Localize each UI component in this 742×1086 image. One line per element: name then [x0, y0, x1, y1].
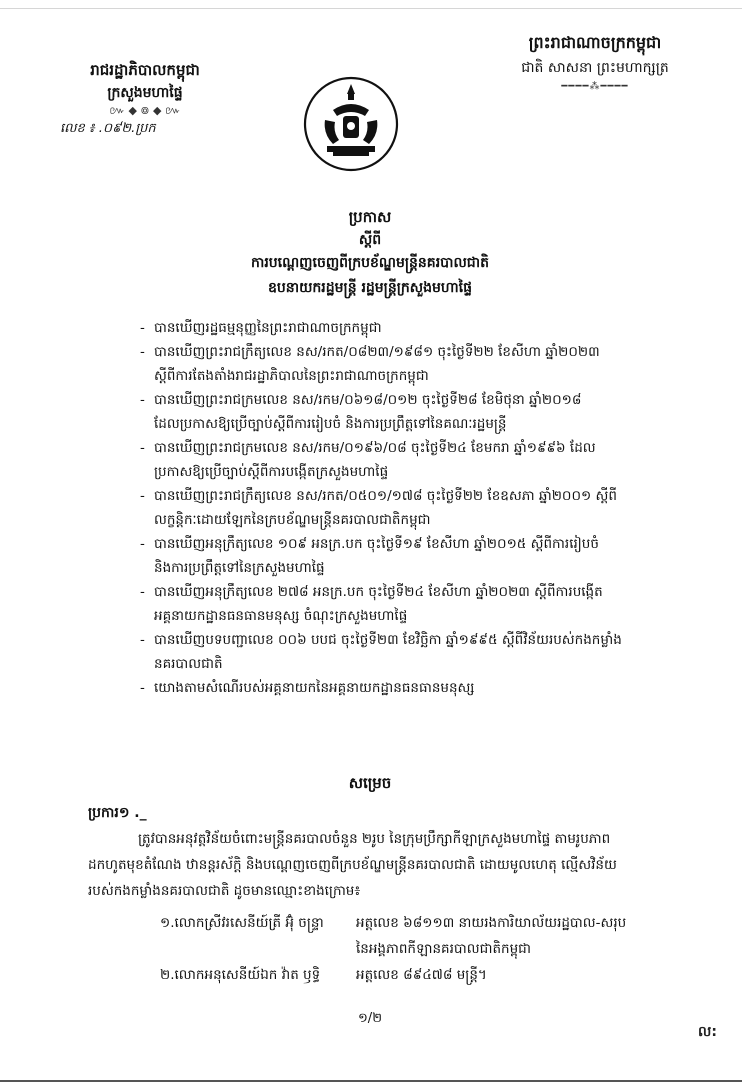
government-name: រាជរដ្ឋាភិបាលកម្ពុជា: [90, 61, 200, 79]
header-ornament: ៚ ◆ ៙ ◆ ៚: [109, 104, 181, 117]
recital-item: - បានឃើញព្រះរាជក្រមលេខ នស/រកម/០១៩៦/០៨ ចុះថ្ងៃទី២៤ ខែមករា ឆ្នាំ១៩៩៦ ដែល ប្រកាសឱ្យប្រើច្បាប់ស្តីពីការបង្កើតក្រសួងមហាផ្ទៃ: [140, 440, 596, 480]
document-type: ប្រកាស: [348, 208, 392, 226]
recital-item: - បានឃើញព្រះរាជក្រឹត្យលេខ នស/រកត/០៥០១/១៧៨ ចុះថ្ងៃទី២២ ខែឧសភា ឆ្នាំ២០០១ ស្តីពី លក្ខន្តិកៈដោយឡែកនៃក្របខ័ណ្ឌមន្ត្រីនគរបាលជាតិកម្ពុជា: [140, 488, 617, 528]
person-row: [160, 910, 700, 962]
recital-item: - បានឃើញព្រះរាជក្រមលេខ នស/រកម/០៦១៨/០១២ ចុះថ្ងៃទី២៨ ខែមិថុនា ឆ្នាំ២០១៨ ដែលប្រកាសឱ្យប្រើច្បាប់ស្តីពីការរៀបចំ និងការប្រព្រឹត្តទៅនៃគណៈរដ្ឋមន្ត្រី: [140, 392, 582, 432]
kingdom-name: ព្រះរាជាណាចក្រកម្ពុជា: [528, 33, 662, 52]
recital-item: - បានឃើញបទបញ្ជាលេខ ០០៦ បបជ ចុះថ្ងៃទី២៣ ខែវិច្ឆិកា ឆ្នាំ១៩៩៥ ស្តីពីវិន័យរបស់កងកម្លាំង នគរបាលជាតិ: [140, 632, 622, 672]
decision-heading: សម្រេច: [348, 774, 392, 792]
ministry-name: ក្រសួងមហាផ្ទៃ: [107, 85, 183, 101]
recital-item: - បានឃើញព្រះរាជក្រឹត្យលេខ នស/រកត/០៨២៣/១៩៨១ ចុះថ្ងៃទី២២ ខែសីហា ឆ្នាំ២០២៣ ស្តីពីការតែងតាំងរាជរដ្ឋាភិបាលនៃព្រះរាជាណាចក្រកម្ពុជា: [140, 344, 600, 384]
document-subject: ការបណ្តេញចេញពីក្របខ័ណ្ឌមន្ត្រីនគរបាលជាតិ: [250, 255, 490, 271]
page-number: ១/២: [357, 1011, 383, 1026]
recital-item: - បានឃើញអនុក្រឹត្យលេខ ១០៩ អនក្រ.បក ចុះថ្ងៃទី១៩ ខែសីហា ឆ្នាំ២០១៥ ស្តីពីការរៀបចំ និងការប្រព្រឹត្តទៅនៃក្រសួងមហាផ្ទៃ: [140, 536, 599, 576]
article-1-body: ត្រូវបានអនុវត្តវិន័យចំពោះមន្ត្រីនគរបាលចំនួន ២រូប នៃក្រុមប្រឹក្សាកីឡាក្រសួងមហាផ្ទៃ តាមរូបភាព ដកហូតមុខតំណែង ឋានន្តរស័ក្តិ និងបណ្តេញចេញពីក្របខ័ណ្ឌមន្ត្រីនគរបាលជាតិ ដោយមូលហេតុ ល្មើសវិន័យ របស់កងកម្លាំងនគរបាលជាតិ ដូចមានឈ្មោះខាងក្រោម៖: [88, 831, 617, 899]
person-row: [160, 962, 700, 988]
person-details: អត្តលេខ ៦៨១១៣ នាយរងការិយាល័យរដ្ឋបាល-សរុប នៃអង្គភាពកីឡានគរបាលជាតិកម្ពុជា: [356, 915, 627, 957]
article-1-heading: ប្រការ១ ._: [88, 805, 147, 821]
reference-number: លេខ ៖ .០៩២.ប្រក: [60, 121, 156, 136]
motto-ornament: ━━━━⁂━━━━: [561, 81, 629, 92]
top-scan-edge: [0, 8, 742, 9]
kingdom-header: [490, 30, 700, 94]
issuer-header: [50, 58, 240, 140]
recitals-list: [140, 316, 700, 700]
recital-item: - យោងតាមសំណើរបស់អគ្គនាយកនៃអគ្គនាយកដ្ឋានធនធានមនុស្ស: [140, 680, 475, 696]
royal-emblem-icon: [303, 70, 399, 178]
person-name: ១.លោកស្រីវរសេនីយ៍ត្រី អ៊ុំ ចន្ទ្រា: [160, 915, 324, 931]
document-title-block: [120, 206, 620, 301]
person-details: អត្តលេខ ៨៩៤៧៨ មន្ត្រី។: [356, 967, 487, 983]
bottom-scan-edge: [0, 1080, 742, 1082]
handwritten-initial: ល:: [698, 1024, 717, 1040]
issuing-authority: ឧបនាយករដ្ឋមន្ត្រី រដ្ឋមន្ត្រីក្រសួងមហាផ្ទៃ: [267, 280, 472, 296]
national-motto: ជាតិ សាសនា ព្រះមហាក្សត្រ: [521, 60, 669, 76]
recital-item: - បានឃើញរដ្ឋធម្មនុញ្ញនៃព្រះរាជាណាចក្រកម្ពុជា: [140, 320, 382, 336]
title-on: ស្តីពី: [358, 232, 382, 248]
person-list: [160, 910, 700, 988]
recital-item: - បានឃើញអនុក្រឹត្យលេខ ២៧៨ អនក្រ.បក ចុះថ្ងៃទី២៤ ខែសីហា ឆ្នាំ២០២៣ ស្តីពីការបង្កើត អគ្គនាយកដ្ឋានធនធានមនុស្ស ចំណុះក្រសួងមហាផ្ទៃ: [140, 584, 603, 624]
person-name: ២.លោកអនុសេនីយ៍ឯក វ៉ាត ឫទ្ធិ: [160, 967, 321, 983]
